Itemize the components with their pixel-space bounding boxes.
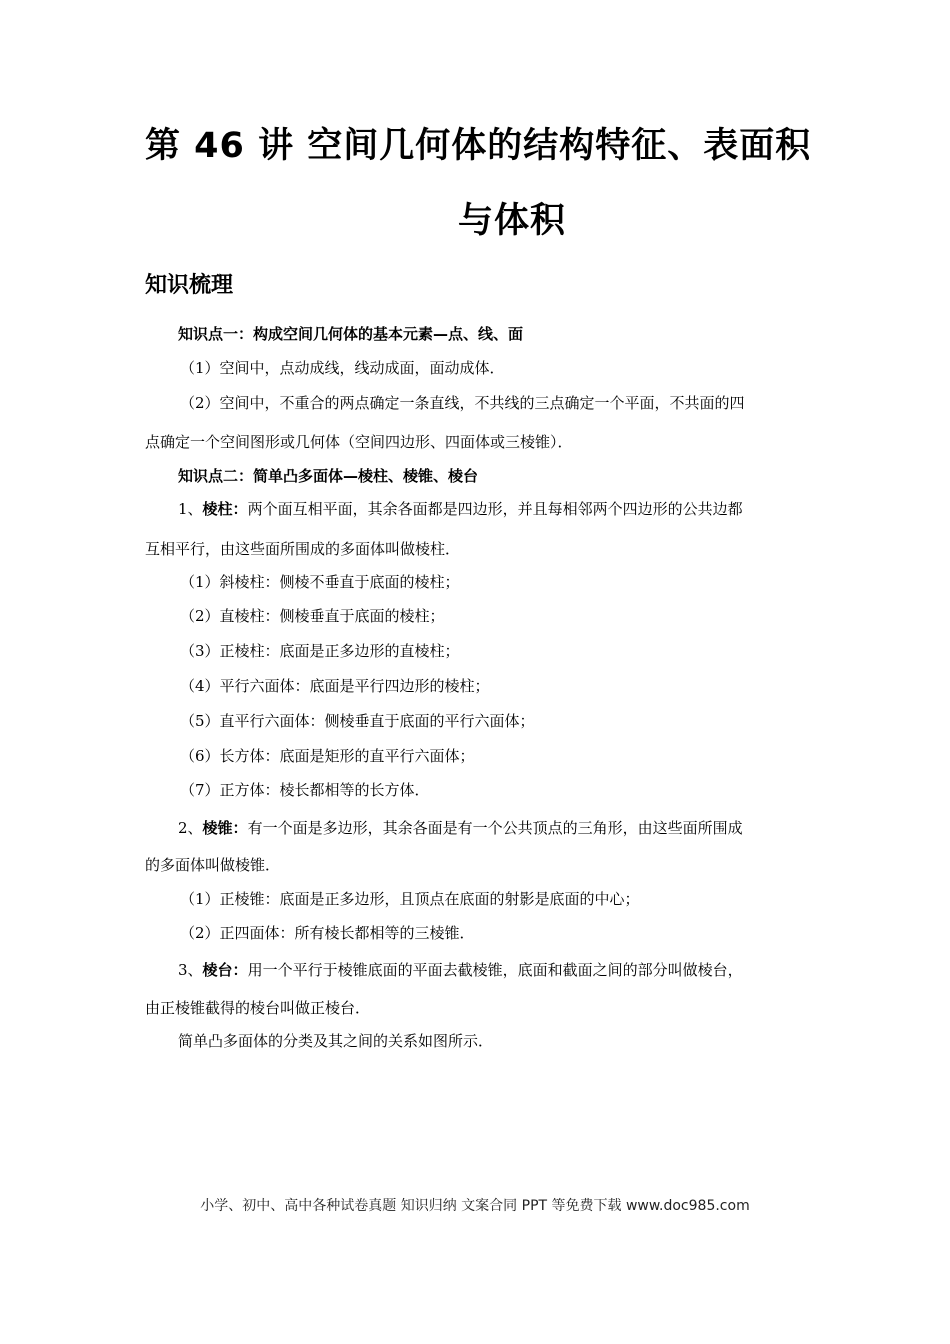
pyramid-term: 棱锥： <box>202 819 248 837</box>
pyramid-item: （2）正四面体：所有棱长都相等的三棱锥． <box>180 924 475 942</box>
pyramid-text: 有一个面是多边形，其余各面是有一个公共顶点的三角形，由这些面所围成 <box>247 819 743 837</box>
frustum-definition-line-1 <box>178 960 743 980</box>
frustum-definition-line-2: 由正棱锥截得的棱台叫做正棱台． <box>145 999 371 1017</box>
prism-item: （5）直平行六面体：侧棱垂直于底面的平行六面体； <box>180 712 535 730</box>
prism-definition-line-2: 互相平行，由这些面所围成的多面体叫做棱柱． <box>145 540 461 558</box>
prism-item: （3）正棱柱：底面是正多边形的直棱柱； <box>180 642 460 660</box>
prism-item: （6）长方体：底面是矩形的直平行六面体； <box>180 747 475 765</box>
prism-text: 两个面互相平面，其余各面都是四边形，并且每相邻两个四边形的公共边都 <box>247 500 743 518</box>
prism-item: （4）平行六面体：底面是平行四边形的棱柱； <box>180 677 490 695</box>
closing-sentence: 简单凸多面体的分类及其之间的关系如图所示． <box>178 1032 494 1050</box>
page-footer: 小学、初中、高中各种试卷真题 知识归纳 文案合同 PPT 等免费下载 www.doc985.com <box>200 1198 750 1214</box>
prism-term: 棱柱： <box>202 500 248 518</box>
prism-item: （2）直棱柱：侧棱垂直于底面的棱柱； <box>180 607 445 625</box>
kp1-heading: 知识点一：构成空间几何体的基本元素—点、线、面 <box>178 325 524 343</box>
kp1-item-2-line-2: 点确定一个空间图形或几何体（空间四边形、四面体或三棱锥）． <box>145 433 573 451</box>
page-title-line-2: 与体积 <box>458 201 567 241</box>
section-heading: 知识梳理 <box>145 273 234 298</box>
prism-item: （1）斜棱柱：侧棱不垂直于底面的棱柱； <box>180 573 460 591</box>
pyramid-definition-line-2: 的多面体叫做棱锥． <box>145 856 281 874</box>
page-title-line-1: 第 46 讲 空间几何体的结构特征、表面积 <box>145 126 812 166</box>
prism-item: （7）正方体：棱长都相等的长方体． <box>180 781 430 799</box>
kp1-item-1: （1）空间中，点动成线，线动成面，面动成体． <box>180 359 505 377</box>
pyramid-number: 2、 <box>178 819 203 837</box>
prism-definition-line-1 <box>178 499 743 519</box>
frustum-term: 棱台： <box>202 961 248 979</box>
pyramid-definition-line-1 <box>178 818 743 838</box>
kp2-heading: 知识点二：简单凸多面体—棱柱、棱锥、棱台 <box>178 467 479 485</box>
pyramid-item: （1）正棱锥：底面是正多边形，且顶点在底面的射影是底面的中心； <box>180 890 640 908</box>
frustum-number: 3、 <box>178 961 203 979</box>
frustum-text: 用一个平行于棱锥底面的平面去截棱锥，底面和截面之间的部分叫做棱台， <box>247 961 743 979</box>
kp1-item-2-line-1: （2）空间中，不重合的两点确定一条直线，不共线的三点确定一个平面，不共面的四 <box>180 394 745 412</box>
prism-number: 1、 <box>178 500 203 518</box>
